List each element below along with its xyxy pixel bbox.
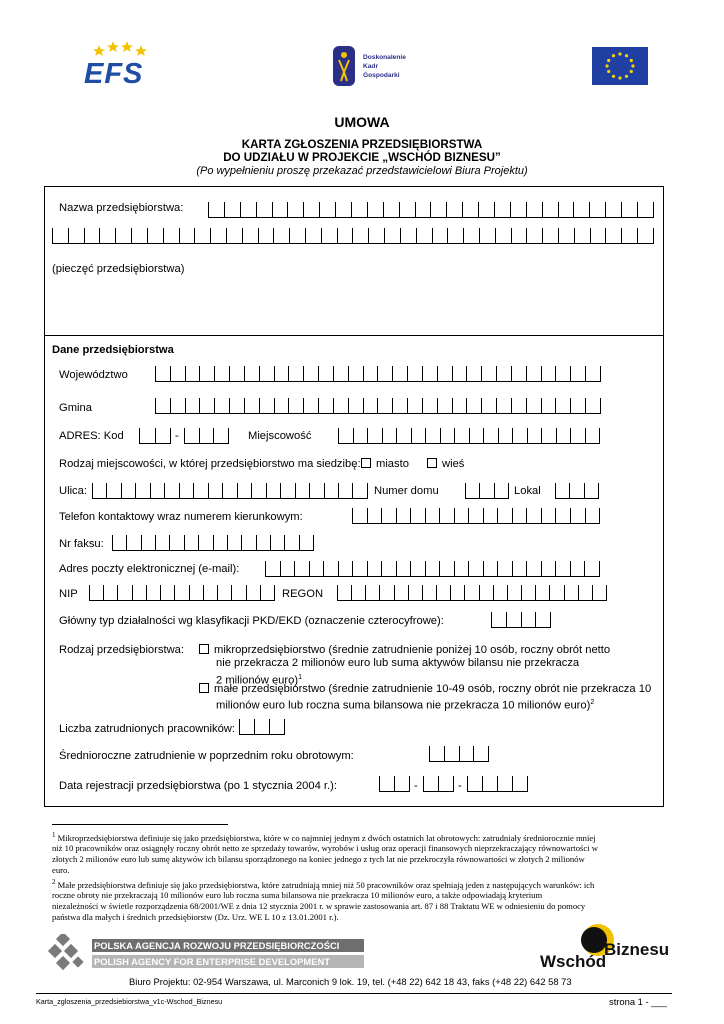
reg-date-dash-1: - <box>414 780 418 792</box>
small-line2: milionów euro lub roczna suma bilansowa nie przekracza 10 milionów euro) <box>216 700 591 713</box>
parp-en: POLISH AGENCY FOR ENTERPRISE DEVELOPMENT <box>92 955 364 968</box>
regon-input[interactable] <box>337 585 607 601</box>
lokal-input[interactable] <box>555 483 599 499</box>
gmina-label: Gmina <box>59 402 92 414</box>
nip-label: NIP <box>59 588 78 600</box>
wschod-text: Wschód <box>540 952 607 971</box>
pkd-label: Główny typ działalności wg klasyfikacji PKD/EKD (oznaczenie czterocyfrowe): <box>59 615 444 627</box>
footnote-rule <box>52 824 228 825</box>
footer-page: strona 1 - ___ <box>609 996 667 1007</box>
micro-checkbox[interactable] <box>199 644 209 654</box>
footnote-1-line4: euro. <box>52 864 70 875</box>
efs-text: EFS <box>84 58 144 90</box>
small-option[interactable] <box>199 683 651 714</box>
form-divider <box>44 335 664 336</box>
footnote-2-line1: Małe przedsiębiorstwa definiuje się jako przedsiębiorstwa, które zatrudniają mniej niż 50 pracowników oraz spełniają jeden z następujących warunków: ich <box>57 879 595 890</box>
email-input[interactable] <box>265 561 600 577</box>
footnote-1-line3: złotych 2 milionów euro lub sumę aktywów ich bilansu sporządzonego na koniec jednego z tych lat nie przekroczyła równowartości w złotych 2 milionów <box>52 854 585 865</box>
reg-date-dash-2: - <box>458 780 462 792</box>
postal-code-input-2[interactable] <box>184 428 229 444</box>
data-rejestracji-label: Data rejestracji przedsiębiorstwa (po 1 stycznia 2004 r.): <box>59 780 337 792</box>
gmina-input[interactable] <box>155 398 601 414</box>
numer-domu-label: Numer domu <box>374 485 439 497</box>
footnote-2-line4: państwa dla małych i średnich przedsiębiorstw (Dz. Urz. WE L 10 z 13.01.2001 r.). <box>52 911 339 922</box>
fax-input[interactable] <box>112 535 314 551</box>
micro-line1: mikroprzedsiębiorstwo (średnie zatrudnienie poniżej 10 osób, roczny obrót netto <box>214 644 611 656</box>
small-footnote-ref: 2 <box>590 699 595 707</box>
reg-date-month-input[interactable] <box>423 776 454 792</box>
dk-line2: Kadr <box>363 63 379 70</box>
footnote-2-line3: niezależności w świetle rozporządzenia 68/2001/WE z dnia 12 stycznia 2001 r. w sprawie zastosowania art. 87 i 88 Traktatu WE w odniesieniu do pomocy <box>52 901 586 912</box>
srednioroczne-label: Średnioroczne zatrudnienie w poprzednim roku obrotowym: <box>59 750 354 762</box>
wschod-biznesu-logo <box>540 922 676 974</box>
dk-line1: Doskonalenie <box>363 54 406 61</box>
small-line1: małe przedsiębiorstwo (średnie zatrudnienie 10-49 osób, roczny obrót nie przekracza 10 <box>214 683 652 695</box>
wies-checkbox[interactable] <box>427 458 437 468</box>
postal-dash: - <box>175 430 179 442</box>
regon-label: REGON <box>282 588 324 600</box>
ulica-input[interactable] <box>92 483 368 499</box>
miasto-option[interactable] <box>361 458 409 470</box>
footnote-2-num: 2 <box>52 878 56 886</box>
fax-label: Nr faksu: <box>59 538 104 550</box>
company-name-input-1[interactable] <box>208 202 654 218</box>
company-name-input-2[interactable] <box>52 228 654 244</box>
doc-subtitle-2: DO UDZIAŁU W PROJEKCIE „WSCHÓD BIZNESU” <box>223 151 501 164</box>
email-label: Adres poczty elektronicznej (e-mail): <box>59 563 240 575</box>
pkd-input[interactable] <box>491 612 551 628</box>
parp-pl: POLSKA AGENCJA ROZWOJU PRZEDSIĘBIORCZOŚCI <box>92 939 364 952</box>
reg-date-year-input[interactable] <box>467 776 528 792</box>
footnote-1-num: 1 <box>52 831 56 839</box>
ulica-label: Ulica: <box>59 485 87 497</box>
micro-footnote-ref: 1 <box>298 673 302 681</box>
efs-logo <box>82 40 154 90</box>
nip-input[interactable] <box>89 585 275 601</box>
dk-figure-icon <box>333 46 355 86</box>
miasto-label: miasto <box>376 458 409 470</box>
small-checkbox[interactable] <box>199 683 209 693</box>
doc-note: (Po wypełnieniu proszę przekazać przedstawicielowi Biura Projektu) <box>196 165 528 177</box>
wojewodztwo-label: Województwo <box>59 369 128 381</box>
micro-option[interactable] <box>199 644 610 688</box>
lokal-label: Lokal <box>514 485 541 497</box>
dk-logo <box>333 46 433 88</box>
biznesu-text: Biznesu <box>604 940 670 959</box>
srednioroczne-input[interactable] <box>429 746 489 762</box>
liczba-label: Liczba zatrudnionych pracowników: <box>59 723 235 735</box>
numer-domu-input[interactable] <box>465 483 509 499</box>
footer-rule <box>36 993 672 994</box>
wies-option[interactable] <box>427 458 464 470</box>
footer-address: Biuro Projektu: 02-954 Warszawa, ul. Marconich 9 lok. 19, tel. (+48 22) 642 18 43, faks (+48 22) 642 58 73 <box>129 976 572 987</box>
wies-label: wieś <box>442 458 465 470</box>
miasto-checkbox[interactable] <box>361 458 371 468</box>
footer-filename: Karta_zgloszenia_przedsiebiorstwa_v1c-Wschod_Biznesu <box>36 997 223 1006</box>
rodzaj-miejscowosci-label: Rodzaj miejscowości, w której przedsiębiorstwo ma siedzibę: <box>59 458 361 470</box>
eu-flag-icon <box>592 47 648 85</box>
doc-subtitle-1: KARTA ZGŁOSZENIA PRZEDSIĘBIORSTWA <box>241 138 483 151</box>
dk-line3: Gospodarki <box>363 72 400 79</box>
parp-mark-icon <box>44 934 88 974</box>
postal-code-input-1[interactable] <box>139 428 171 444</box>
telefon-input[interactable] <box>352 508 600 524</box>
footnote-2 <box>52 877 672 922</box>
reg-date-day-input[interactable] <box>379 776 410 792</box>
rodzaj-przedsiebiorstwa-label: Rodzaj przedsiębiorstwa: <box>59 644 184 656</box>
miejscowosc-label: Miejscowość <box>248 430 312 442</box>
footnote-1-line2: niż 10 pracowników oraz osiągnęły roczny obrót netto ze sprzedaży towarów, wyrobów i usług oraz operacji finansowych nieprzekraczający równowartości w <box>52 843 598 854</box>
adres-kod-label: ADRES: Kod <box>59 430 124 442</box>
micro-line2: nie przekracza 2 milionów euro lub suma aktywów bilansu nie przekracza <box>216 657 580 670</box>
doc-title: UMOWA <box>334 114 390 130</box>
footnote-1 <box>52 830 672 875</box>
parp-logo <box>44 934 364 974</box>
micro-line3: 2 milionów euro) <box>216 674 299 687</box>
company-name-label: Nazwa przedsiębiorstwa: <box>59 202 184 214</box>
wojewodztwo-input[interactable] <box>155 366 601 382</box>
section-title: Dane przedsiębiorstwa <box>52 344 174 356</box>
footnote-2-line2: roczne obroty nie przekraczają 10 milionów euro lub roczna suma bilansowa nie przekracza 10 milionów euro, a także odpowiadają kryterium <box>52 890 543 901</box>
liczba-input[interactable] <box>239 719 285 735</box>
footnote-1-line1: Mikroprzedsiębiorstwa definiuje się jako przedsiębiorstwa, które w co najmniej jednym z dwóch ostatnich lat obrotowych: zatrudniały średniorocznie mniej <box>57 832 596 843</box>
telefon-label: Telefon kontaktowy wraz numerem kierunkowym: <box>59 511 303 523</box>
stamp-label: (pieczęć przedsiębiorstwa) <box>52 263 185 275</box>
miejscowosc-input[interactable] <box>338 428 600 444</box>
